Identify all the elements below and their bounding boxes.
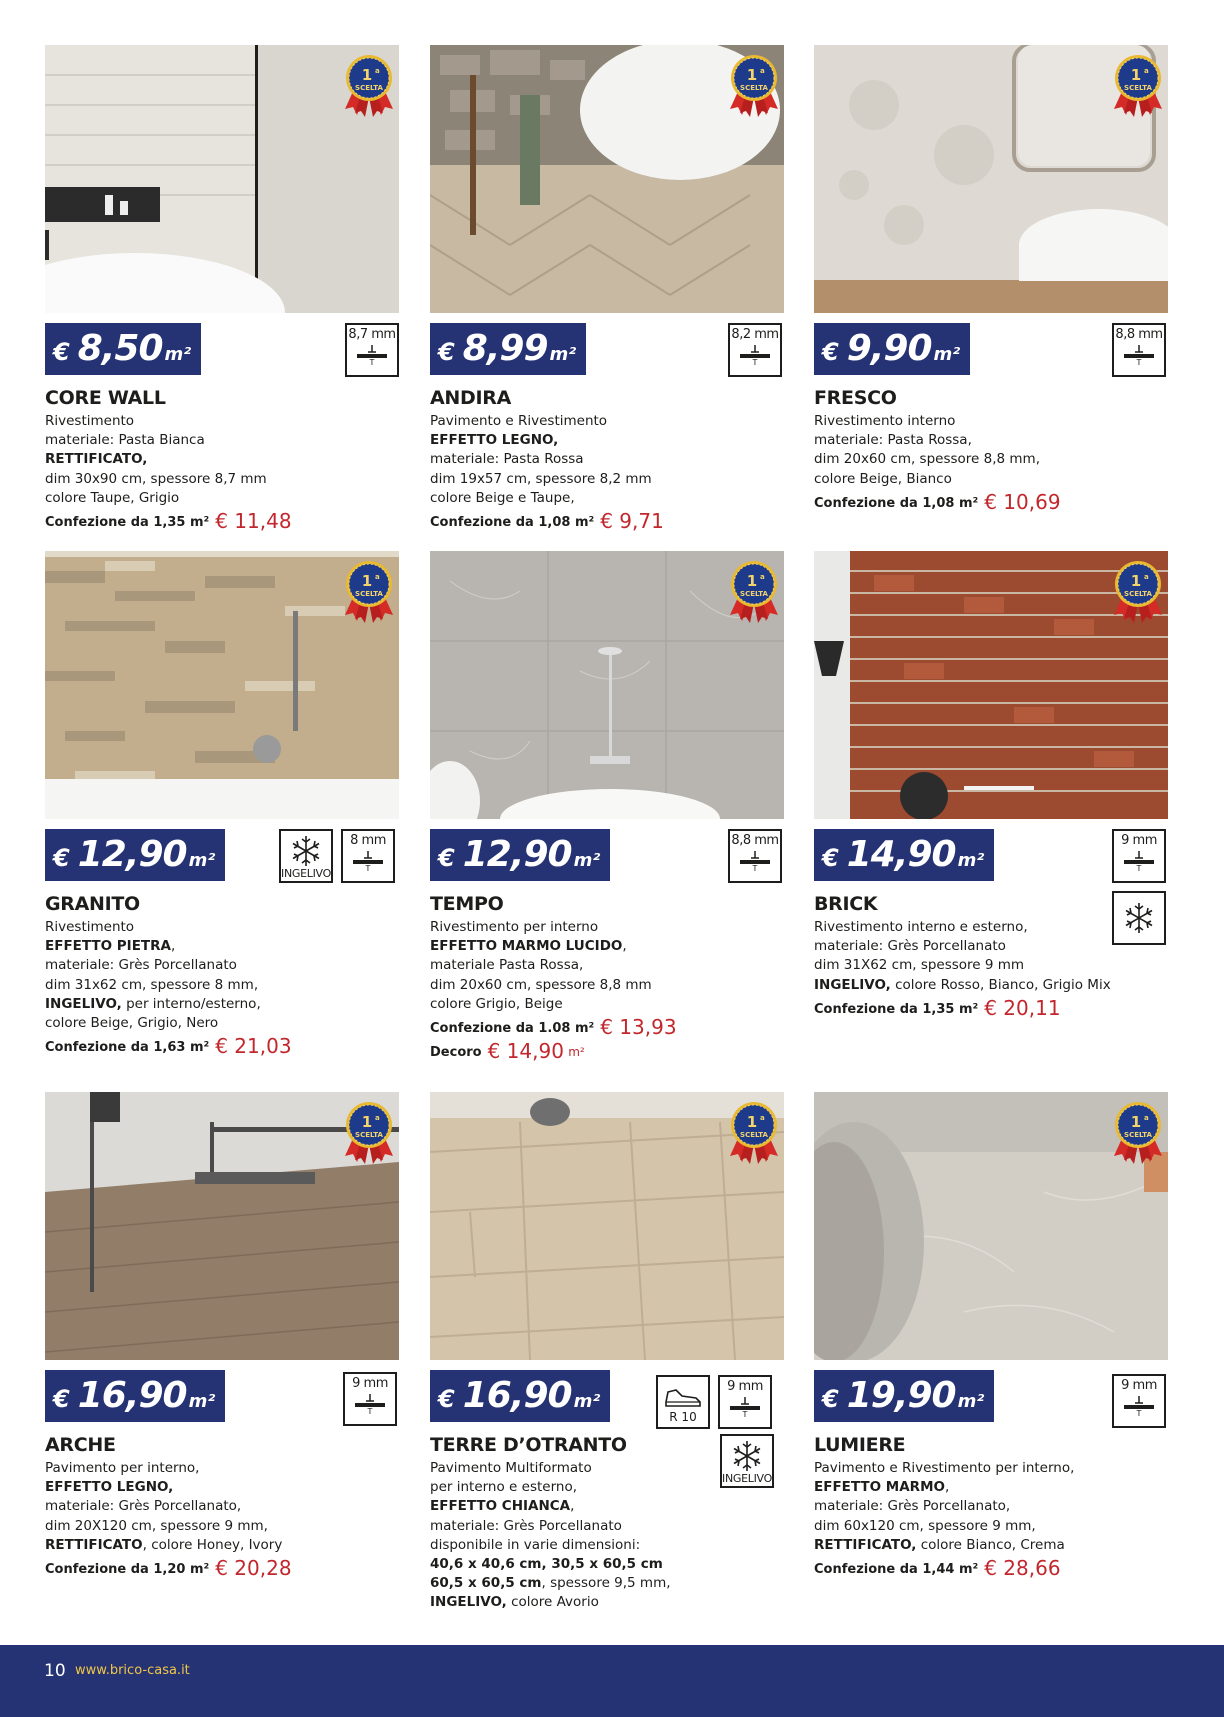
package-price: € 11,48 xyxy=(215,509,292,534)
product-title: TEMPO xyxy=(430,893,504,915)
description-text: Pavimento per interno, xyxy=(45,1460,200,1476)
description-line xyxy=(45,431,405,450)
price-tag: € 9,90 m² xyxy=(814,323,970,375)
description-line xyxy=(814,412,1174,431)
package-price: € 13,93 xyxy=(600,1015,677,1040)
description-text: dim 20x60 cm, spessore 8,8 mm xyxy=(430,976,652,993)
decor-info: Decoro € 14,90 m² xyxy=(430,1039,585,1064)
svg-text:SCELTA: SCELTA xyxy=(355,590,383,598)
svg-text:1: 1 xyxy=(1130,66,1142,84)
package-price: € 21,03 xyxy=(215,1034,292,1059)
product-description xyxy=(45,412,405,532)
description-text: EFFETTO LEGNO, xyxy=(45,1479,174,1496)
price-value: 14,90 xyxy=(846,834,956,875)
description-line xyxy=(430,470,790,489)
price-tag: € 16,90 m² xyxy=(45,1370,225,1422)
description-text: INGELIVO, xyxy=(45,995,122,1012)
svg-text:1: 1 xyxy=(746,66,758,84)
price-value: 19,90 xyxy=(846,1375,956,1416)
page-footer xyxy=(0,1645,1224,1717)
description-text: dim 31x62 cm, spessore 8 mm, xyxy=(45,976,259,993)
description-text: Pavimento e Rivestimento per interno, xyxy=(814,1460,1075,1476)
description-text: materiale Pasta Rossa, xyxy=(430,957,584,974)
description-text: colore Avorio xyxy=(506,1594,599,1611)
description-text: INGELIVO, xyxy=(430,1594,507,1611)
description-text: , xyxy=(622,938,627,955)
product-description xyxy=(814,918,1174,1019)
package-price: € 20,28 xyxy=(215,1556,292,1581)
description-line xyxy=(814,1497,1174,1516)
thickness-icon: 8 mm xyxy=(341,829,395,883)
description-line xyxy=(430,412,790,431)
svg-text:SCELTA: SCELTA xyxy=(1124,1131,1152,1139)
description-text: per interno e esterno, xyxy=(430,1479,577,1496)
price-tag: € 19,90 m² xyxy=(814,1370,994,1422)
description-text: Rivestimento per interno xyxy=(430,919,599,935)
svg-text:a: a xyxy=(1144,1114,1149,1122)
package-info: Confezione da 1,44 m² € 28,66 xyxy=(814,1556,1061,1581)
price-tag: € 8,99 m² xyxy=(430,323,586,375)
svg-text:SCELTA: SCELTA xyxy=(1124,84,1152,92)
product-description xyxy=(430,918,790,1062)
description-line xyxy=(45,412,405,431)
description-text: dim 31X62 cm, spessore 9 mm xyxy=(814,957,1025,974)
description-line xyxy=(814,1536,1174,1555)
description-line xyxy=(814,1478,1174,1497)
description-line xyxy=(45,956,405,975)
product-description xyxy=(814,1459,1174,1579)
first-choice-badge xyxy=(726,53,782,119)
svg-text:a: a xyxy=(375,1114,380,1122)
description-text: colore Beige, Bianco xyxy=(814,470,952,487)
description-line xyxy=(45,1517,405,1536)
price-value: 8,50 xyxy=(77,328,163,369)
thickness-icon: 9 mm xyxy=(1112,829,1166,883)
description-text: dim 20X120 cm, spessore 9 mm, xyxy=(45,1517,268,1534)
description-line xyxy=(430,918,790,937)
description-line xyxy=(430,450,790,469)
package-info: Confezione da 1,35 m² € 11,48 xyxy=(45,509,292,534)
description-line xyxy=(430,1478,790,1497)
svg-text:a: a xyxy=(1144,573,1149,581)
description-text: 60,5 x 60,5 cm xyxy=(430,1575,542,1592)
thickness-icon: 8,8 mm xyxy=(1112,323,1166,377)
first-choice-badge xyxy=(726,1100,782,1166)
svg-text:a: a xyxy=(375,67,380,75)
description-text: INGELIVO, xyxy=(814,976,891,993)
description-line xyxy=(45,1459,405,1478)
price-value: 16,90 xyxy=(462,1375,572,1416)
price-tag xyxy=(45,323,201,375)
svg-text:1: 1 xyxy=(361,66,373,84)
description-line xyxy=(45,937,405,956)
description-text: materiale: Grès Porcellanato xyxy=(45,957,237,974)
page-number: 10 xyxy=(44,1661,66,1681)
description-line xyxy=(430,1593,790,1612)
description-line xyxy=(814,937,1174,956)
price-tag: € 16,90 m² xyxy=(430,1370,610,1422)
description-text: materiale: Grès Porcellanato, xyxy=(814,1498,1011,1515)
product-title: GRANITO xyxy=(45,893,140,915)
description-line xyxy=(814,1517,1174,1536)
first-choice-badge xyxy=(1110,53,1166,119)
description-line xyxy=(814,450,1174,469)
description-line xyxy=(45,450,405,469)
package-info: Confezione da 1,08 m² € 10,69 xyxy=(814,489,1061,514)
description-line xyxy=(430,995,790,1014)
thickness-icon: 8,7 mm xyxy=(345,323,399,377)
description-text: materiale: Pasta Rossa, xyxy=(814,432,972,449)
decor-price: € 14,90 xyxy=(487,1039,564,1064)
package-info: Confezione da 1,63 m² € 21,03 xyxy=(45,1034,292,1059)
svg-text:a: a xyxy=(760,573,765,581)
description-line xyxy=(45,1536,405,1555)
description-line xyxy=(814,956,1174,975)
description-line xyxy=(814,431,1174,450)
description-text: colore Grigio, Beige xyxy=(430,995,563,1012)
anti-slip-icon: R 10 xyxy=(656,1375,710,1429)
svg-text:SCELTA: SCELTA xyxy=(740,1131,768,1139)
svg-text:SCELTA: SCELTA xyxy=(1124,590,1152,598)
description-text: , xyxy=(170,938,176,955)
svg-text:1: 1 xyxy=(361,572,373,590)
description-text: materiale: Pasta Rossa xyxy=(430,451,584,468)
first-choice-badge xyxy=(341,53,397,119)
description-text: EFFETTO MARMO LUCIDO xyxy=(430,938,623,955)
thickness-icon: 8,2 mm xyxy=(728,323,782,377)
description-text: , spessore 9,5 mm, xyxy=(541,1575,671,1592)
description-text: , colore Honey, Ivory xyxy=(142,1536,283,1553)
description-line xyxy=(814,918,1174,937)
description-text: colore Taupe, Grigio xyxy=(45,489,180,506)
svg-text:a: a xyxy=(760,1114,765,1122)
first-choice-badge xyxy=(726,559,782,625)
description-line xyxy=(430,1574,790,1593)
product-title: FRESCO xyxy=(814,387,897,409)
description-line xyxy=(814,1459,1174,1478)
price-value: 16,90 xyxy=(77,1375,187,1416)
product-title: LUMIERE xyxy=(814,1434,906,1456)
description-line xyxy=(45,470,405,489)
description-text: materiale: Pasta Bianca xyxy=(45,432,205,449)
description-text: , xyxy=(944,1479,950,1496)
first-choice-badge xyxy=(1110,1100,1166,1166)
description-line xyxy=(45,1014,405,1033)
description-line xyxy=(430,1536,790,1555)
description-line xyxy=(45,976,405,995)
svg-text:1: 1 xyxy=(1130,572,1142,590)
price-value: 8,99 xyxy=(462,328,548,369)
description-text: 40,6 x 40,6 cm, 30,5 x 60,5 cm xyxy=(430,1556,663,1573)
package-price: € 28,66 xyxy=(984,1556,1061,1581)
description-text: RETTIFICATO xyxy=(45,1536,143,1553)
package-price: € 20,11 xyxy=(984,995,1061,1020)
svg-text:SCELTA: SCELTA xyxy=(355,1131,383,1139)
price-tag: € 14,90 m² xyxy=(814,829,994,881)
description-text: colore Rosso, Bianco, Grigio Mix xyxy=(890,976,1111,993)
description-line xyxy=(814,976,1174,995)
thickness-icon: 9 mm xyxy=(343,1372,397,1426)
description-line xyxy=(430,1555,790,1574)
product-description xyxy=(430,412,790,532)
description-line xyxy=(430,976,790,995)
first-choice-badge xyxy=(341,1100,397,1166)
product-title: CORE WALL xyxy=(45,387,166,409)
first-choice-badge xyxy=(1110,559,1166,625)
svg-text:1: 1 xyxy=(746,572,758,590)
description-line xyxy=(45,1497,405,1516)
product-title: BRICK xyxy=(814,893,878,915)
description-text: colore Beige, Grigio, Nero xyxy=(45,1015,219,1032)
description-line xyxy=(814,470,1174,489)
website-link[interactable]: www.brico-casa.it xyxy=(75,1663,190,1678)
description-text: Rivestimento xyxy=(45,919,135,935)
product-description xyxy=(45,1459,405,1579)
description-text: materiale: Grès Porcellanato xyxy=(814,938,1006,955)
description-line xyxy=(430,1497,790,1516)
price-unit: m² xyxy=(164,344,192,365)
price-value: 9,90 xyxy=(846,328,932,369)
product-title: TERRE D’OTRANTO xyxy=(430,1434,627,1456)
package-info: Confezione da 1,08 m² € 9,71 xyxy=(430,509,664,534)
svg-text:a: a xyxy=(760,67,765,75)
frost-resistant-icon: INGELIVO xyxy=(279,829,333,883)
description-text: disponibile in varie dimensioni: xyxy=(430,1536,641,1553)
price-tag: € 12,90 m² xyxy=(430,829,610,881)
description-line xyxy=(430,1459,790,1478)
thickness-icon: 9 mm xyxy=(718,1375,772,1429)
description-text: materiale: Grès Porcellanato xyxy=(430,1517,622,1534)
svg-text:a: a xyxy=(1144,67,1149,75)
description-text: Pavimento e Rivestimento xyxy=(430,413,608,429)
first-choice-badge xyxy=(341,559,397,625)
description-text: EFFETTO MARMO xyxy=(814,1479,945,1496)
description-text: RETTIFICATO, xyxy=(45,451,148,468)
svg-text:a: a xyxy=(375,573,380,581)
currency-symbol: € xyxy=(53,338,70,366)
description-text: per interno/esterno, xyxy=(121,995,261,1012)
description-text: RETTIFICATO, xyxy=(814,1536,917,1553)
description-line xyxy=(45,995,405,1014)
description-line xyxy=(430,1517,790,1536)
description-text: EFFETTO LEGNO, xyxy=(430,432,559,449)
description-line xyxy=(45,918,405,937)
description-text: colore Beige e Taupe, xyxy=(430,489,575,506)
description-text: EFFETTO CHIANCA xyxy=(430,1498,571,1515)
description-text: dim 19x57 cm, spessore 8,2 mm xyxy=(430,470,652,487)
svg-text:1: 1 xyxy=(746,1113,758,1131)
product-description xyxy=(814,412,1174,513)
svg-text:SCELTA: SCELTA xyxy=(355,84,383,92)
package-info: Confezione da 1.08 m² € 13,93 xyxy=(430,1015,677,1040)
product-title: ARCHE xyxy=(45,1434,116,1456)
description-text: Rivestimento interno e esterno, xyxy=(814,919,1028,935)
description-text: dim 30x90 cm, spessore 8,7 mm xyxy=(45,470,267,487)
description-text: Rivestimento xyxy=(45,413,135,429)
svg-text:1: 1 xyxy=(1130,1113,1142,1131)
package-info: Confezione da 1,35 m² € 20,11 xyxy=(814,995,1061,1020)
thickness-icon: 9 mm xyxy=(1112,1374,1166,1428)
description-text: colore Bianco, Crema xyxy=(916,1536,1065,1553)
price-tag: € 12,90 m² xyxy=(45,829,225,881)
description-line xyxy=(45,489,405,508)
description-line xyxy=(45,1478,405,1497)
svg-text:SCELTA: SCELTA xyxy=(740,590,768,598)
description-text: EFFETTO PIETRA xyxy=(45,938,171,955)
description-text: Pavimento Multiformato xyxy=(430,1460,592,1476)
description-text: dim 20x60 cm, spessore 8,8 mm, xyxy=(814,451,1040,468)
svg-text:1: 1 xyxy=(361,1113,373,1131)
package-price: € 9,71 xyxy=(600,509,664,534)
price-value: 12,90 xyxy=(462,834,572,875)
description-line xyxy=(430,489,790,508)
product-description xyxy=(430,1459,790,1613)
thickness-icon: 8,8 mm xyxy=(728,829,782,883)
package-info: Confezione da 1,20 m² € 20,28 xyxy=(45,1556,292,1581)
price-value: 12,90 xyxy=(77,834,187,875)
description-text: , xyxy=(570,1498,575,1515)
description-text: Rivestimento interno xyxy=(814,413,956,429)
description-line xyxy=(430,956,790,975)
description-line xyxy=(430,937,790,956)
package-price: € 10,69 xyxy=(984,489,1061,514)
description-text: materiale: Grès Porcellanato, xyxy=(45,1498,242,1515)
product-description xyxy=(45,918,405,1057)
product-title: ANDIRA xyxy=(430,387,511,409)
description-line xyxy=(430,431,790,450)
svg-text:SCELTA: SCELTA xyxy=(740,84,768,92)
description-text: dim 60x120 cm, spessore 9 mm, xyxy=(814,1517,1036,1534)
frost-resistant-icon: INGELIVO xyxy=(720,1434,774,1488)
